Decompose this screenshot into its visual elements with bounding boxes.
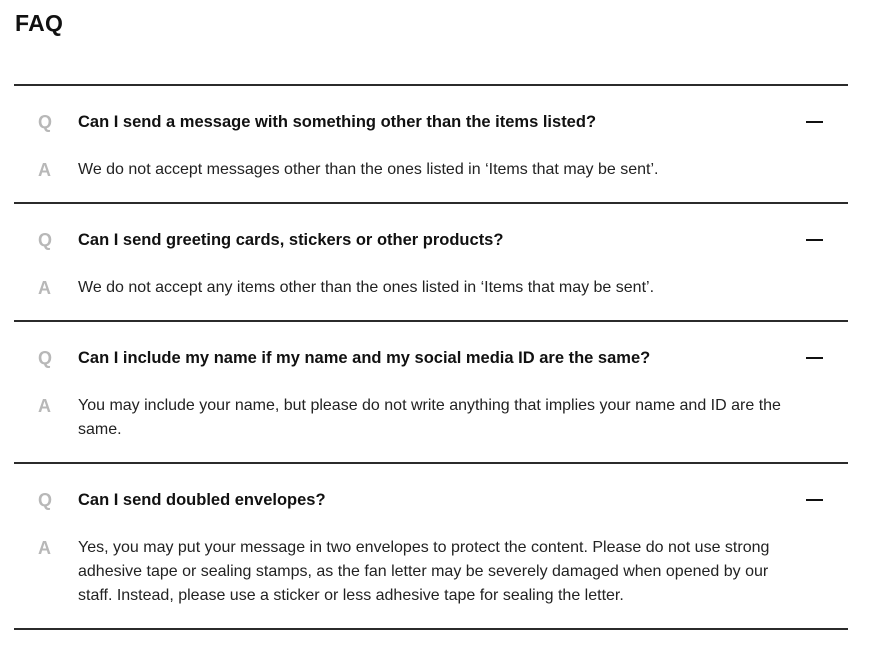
faq-question-row[interactable] [14,346,848,370]
minus-icon [806,499,823,501]
faq-answer-row [14,536,848,608]
faq-item [14,322,848,464]
faq-item [14,204,848,322]
collapse-toggle-button[interactable] [794,346,834,370]
faq-answer-row [14,158,848,182]
faq-item [14,464,848,630]
faq-list [14,84,848,630]
question-marker: Q [38,230,53,250]
question-marker: Q [38,490,53,510]
faq-question[interactable]: Can I send greeting cards, stickers or other products? [78,231,504,249]
answer-marker: A [38,396,51,416]
faq-answer-row [14,394,848,442]
faq-question[interactable]: Can I send a message with something other than the items listed? [78,113,597,131]
faq-answer: Yes, you may put your message in two envelopes to protect the content. Please do not use strong adhesive tape or sealing stamps, as the fan letter may be severely damaged when opened by our staff. Instead, please use a sticker or less adhesive tape for sealing the letter. [78,539,770,604]
page-title: FAQ [15,10,64,36]
faq-question-row[interactable] [14,110,848,134]
minus-icon [806,239,823,241]
faq-item [14,86,848,204]
collapse-toggle-button[interactable] [794,488,834,512]
faq-question-row[interactable] [14,228,848,252]
faq-question[interactable]: Can I include my name if my name and my social media ID are the same? [78,349,651,367]
minus-icon [806,357,823,359]
faq-question-row[interactable] [14,488,848,512]
faq-answer-row [14,276,848,300]
collapse-toggle-button[interactable] [794,228,834,252]
faq-answer: We do not accept any items other than the ones listed in ‘Items that may be sent’. [78,279,655,296]
collapse-toggle-button[interactable] [794,110,834,134]
answer-marker: A [38,160,51,180]
answer-marker: A [38,278,51,298]
question-marker: Q [38,112,53,132]
faq-answer: You may include your name, but please do not write anything that implies your name and ID are the same. [78,397,781,438]
faq-answer: We do not accept messages other than the ones listed in ‘Items that may be sent’. [78,161,659,178]
faq-question[interactable]: Can I send doubled envelopes? [78,491,326,509]
minus-icon [806,121,823,123]
question-marker: Q [38,348,53,368]
answer-marker: A [38,538,51,558]
